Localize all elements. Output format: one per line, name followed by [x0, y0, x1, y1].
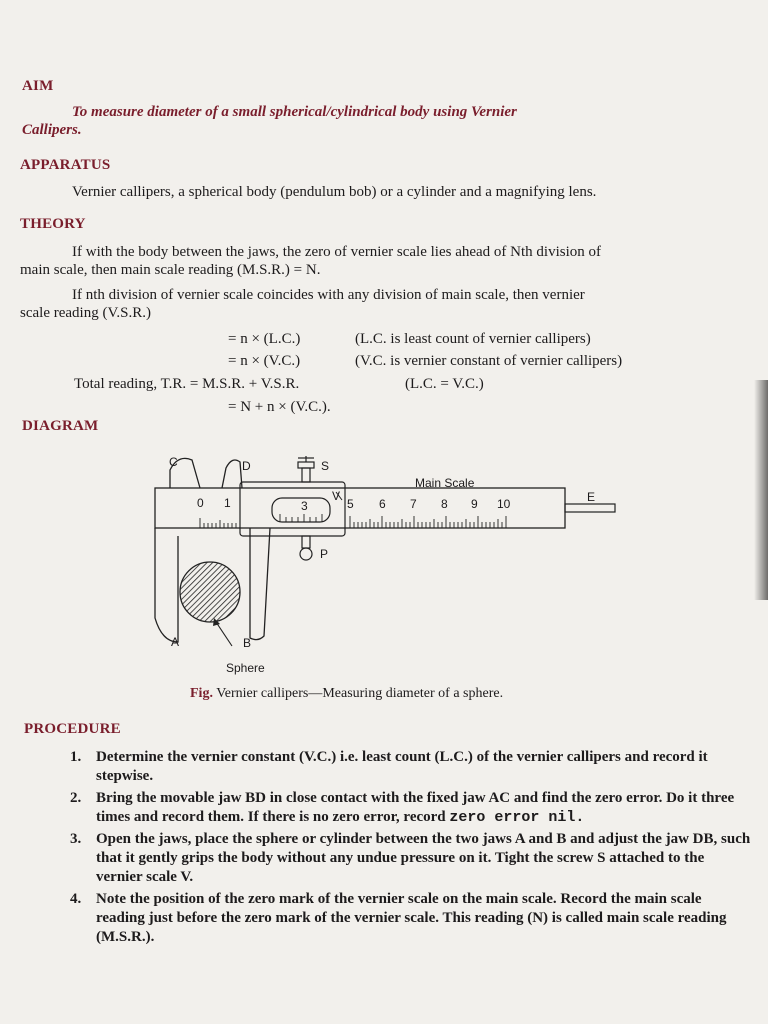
label-S: S — [321, 459, 330, 473]
procedure-step-2 — [70, 789, 752, 827]
depth-rod — [565, 504, 615, 512]
figure-caption-prefix: Fig. — [190, 686, 213, 701]
fixed-jaw-A — [155, 528, 178, 642]
scale-number-9: 9 — [471, 497, 478, 511]
screw-S-head — [298, 462, 314, 468]
procedure-step-1 — [70, 748, 752, 786]
formula-vsr-lc: = n × (L.C.) — [228, 331, 301, 347]
scale-number-5: 5 — [347, 497, 354, 511]
screw-P — [302, 536, 310, 548]
procedure-heading: PROCEDURE — [24, 721, 121, 737]
procedure-step-number: 2. — [70, 790, 82, 806]
formula-total-reading: Total reading, T.R. = M.S.R. + V.S.R. — [74, 376, 300, 392]
procedure-step-number: 4. — [70, 891, 82, 907]
label-D: D — [242, 459, 251, 473]
formula-lc-equals-vc: (L.C. = V.C.) — [405, 376, 484, 392]
theory-heading: THEORY — [20, 216, 86, 232]
main-scale-number-1: 1 — [224, 496, 231, 510]
figure-caption-text: Vernier callipers—Measuring diameter of a sphere. — [216, 686, 504, 701]
scale-number-7: 7 — [410, 497, 417, 511]
procedure-step-text: Open the jaws, place the sphere or cylinder between the two jaws A and B and adjust the jaw DB, such that it gently grips the body without any undue pressure on it. Tight the screw S attached to the vernier scale V. — [96, 831, 751, 885]
procedure-step-2-main: Bring the movable jaw BD in close contact with the fixed jaw AC and find the zero error. Do it three times and record them. If there is no zero error, record — [96, 790, 735, 825]
procedure-step-text: Note the position of the zero mark of the vernier scale on the main scale. Record the main scale reading just before the zero mark of the vernier scale. This reading (N) is called main scale reading (M.S.R.). — [96, 891, 727, 945]
apparatus-heading: APPARATUS — [20, 157, 111, 173]
page-edge-shadow — [754, 380, 768, 600]
main-scale-ticks — [200, 514, 506, 528]
procedure-step-2-emphasis: zero error nil. — [449, 809, 585, 826]
screw-P-knob — [300, 548, 312, 560]
figure-caption — [190, 686, 503, 702]
theory-paragraph-2-line-2: scale reading (V.S.R.) — [20, 305, 151, 321]
label-A: A — [171, 635, 180, 649]
procedure-step-text — [96, 789, 752, 827]
formula-total-reading-expanded: = N + n × (V.C.). — [228, 399, 331, 415]
theory-paragraph-1-line-2: main scale, then main scale reading (M.S.R.) = N. — [20, 262, 321, 278]
procedure-step-text: Determine the vernier constant (V.C.) i.e. least count (L.C.) of the vernier callipers and record it stepwise. — [96, 749, 708, 784]
procedure-step-4 — [70, 890, 752, 947]
theory-paragraph-2-line-1: If nth division of vernier scale coincides with any division of main scale, then vernier — [72, 287, 585, 303]
movable-jaw-B — [250, 528, 270, 640]
label-P: P — [320, 547, 329, 561]
procedure-list — [70, 748, 752, 950]
apparatus-text: Vernier callipers, a spherical body (pendulum bob) or a cylinder and a magnifying lens. — [72, 184, 597, 200]
vernier-callipers-diagram — [140, 448, 630, 680]
sphere — [180, 562, 240, 622]
procedure-step-3 — [70, 830, 752, 887]
procedure-step-number: 3. — [70, 831, 82, 847]
scale-number-8: 8 — [441, 497, 448, 511]
label-E: E — [587, 490, 596, 504]
label-V: V — [332, 489, 341, 503]
label-sphere: Sphere — [226, 661, 265, 675]
label-main-scale: Main Scale — [415, 476, 475, 490]
formula-vsr-vc: = n × (V.C.) — [228, 353, 301, 369]
aim-line-1: To measure diameter of a small spherical/cylindrical body using Vernier — [72, 104, 517, 120]
movable-jaw-upper — [222, 460, 242, 488]
formula-vsr-lc-note: (L.C. is least count of vernier callipers) — [355, 331, 591, 347]
scale-number-6: 6 — [379, 497, 386, 511]
theory-paragraph-1-line-1: If with the body between the jaws, the zero of vernier scale lies ahead of Nth division of — [72, 244, 601, 260]
screw-S — [302, 468, 310, 482]
diagram-heading: DIAGRAM — [22, 418, 99, 434]
label-C: C — [169, 455, 178, 469]
scale-number-10: 10 — [497, 497, 511, 511]
formula-vsr-vc-note: (V.C. is vernier constant of vernier callipers) — [355, 353, 623, 369]
main-scale-number-0: 0 — [197, 496, 204, 510]
aim-line-2: Callipers. — [22, 122, 82, 138]
procedure-step-number: 1. — [70, 749, 82, 765]
label-B: B — [243, 636, 252, 650]
vernier-number-3: 3 — [301, 499, 308, 513]
aim-heading: AIM — [22, 78, 54, 94]
